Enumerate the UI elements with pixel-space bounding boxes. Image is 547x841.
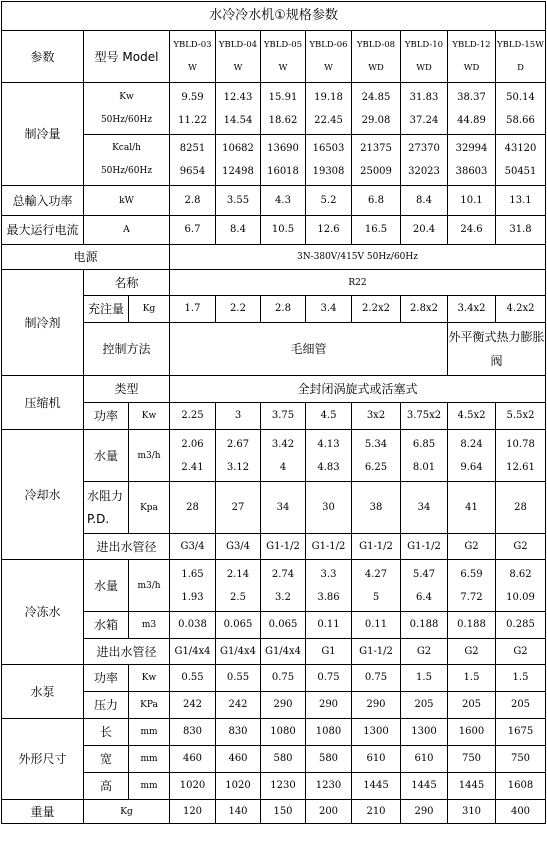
power-input-value: 2.8 xyxy=(170,186,216,216)
power-supply-label: 电源 xyxy=(2,245,170,270)
table-row xyxy=(2,245,546,270)
cooling-kcal-value: 27370 32023 xyxy=(401,135,448,186)
dimensions-height-unit: mm xyxy=(129,773,170,800)
dimensions-width-value: 610 xyxy=(401,746,448,773)
table-row xyxy=(2,376,546,403)
dimensions-length-label: 长 xyxy=(84,719,129,746)
refrigerant-charge-value: 4.2x2 xyxy=(496,296,546,323)
model-name: YBLD-03 W xyxy=(170,31,216,83)
dimensions-width-value: 580 xyxy=(306,746,352,773)
cooling-kcal-value: 10682 12498 xyxy=(216,135,261,186)
table-row xyxy=(2,186,546,216)
cooling-water-resistance-value: 27 xyxy=(216,482,261,534)
pump-power-value: 1.5 xyxy=(496,665,546,692)
cooling-water-resistance-value: 28 xyxy=(496,482,546,534)
table-row xyxy=(2,665,546,692)
weight-unit: Kg xyxy=(84,800,170,824)
cooling-kcal-value: 8251 9654 xyxy=(170,135,216,186)
max-current-unit: A xyxy=(84,216,170,245)
cooling-water-resistance-value: 38 xyxy=(352,482,401,534)
cooling-water-resistance-value: 41 xyxy=(448,482,496,534)
param-header: 参数 xyxy=(2,31,84,83)
pump-power-label: 功率 xyxy=(84,665,129,692)
compressor-type-label: 类型 xyxy=(84,376,170,403)
cooling-kcal-value: 13690 16018 xyxy=(261,135,306,186)
model-name: YBLD-08 WD xyxy=(352,31,401,83)
table-row xyxy=(2,323,546,376)
chilled-water-tank-value: 0.038 xyxy=(170,612,216,639)
model-name: YBLD-06 W xyxy=(306,31,352,83)
chilled-water-label: 冷冻水 xyxy=(2,560,84,665)
spec-table xyxy=(1,1,546,824)
model-name: YBLD-10 WD xyxy=(401,31,448,83)
model-name: YBLD-12 WD xyxy=(448,31,496,83)
compressor-power-unit: Kw xyxy=(129,403,170,430)
refrigerant-charge-value: 3.4x2 xyxy=(448,296,496,323)
max-current-value: 31.8 xyxy=(496,216,546,245)
power-input-value: 10.1 xyxy=(448,186,496,216)
cooling-water-flow-label: 水量 xyxy=(84,430,129,482)
dimensions-width-value: 610 xyxy=(352,746,401,773)
power-input-value: 13.1 xyxy=(496,186,546,216)
cooling-water-pipe-value: G1-1/2 xyxy=(401,534,448,560)
table-row xyxy=(2,296,546,323)
table-title: 水冷冷水机①规格参数 xyxy=(2,2,546,31)
refrigerant-charge-value: 1.7 xyxy=(170,296,216,323)
chilled-water-pipe-value: G1 xyxy=(306,639,352,665)
model-header: 型号 Model xyxy=(84,31,170,83)
weight-value: 310 xyxy=(448,800,496,824)
pump-pressure-label: 压力 xyxy=(84,692,129,719)
cooling-kw-value: 38.37 44.89 xyxy=(448,83,496,135)
compressor-power-label: 功率 xyxy=(84,403,129,430)
max-current-label: 最大运行电流 xyxy=(2,216,84,245)
compressor-power-value: 3 xyxy=(216,403,261,430)
chilled-water-tank-value: 0.11 xyxy=(352,612,401,639)
cooling-water-pipe-value: G1-1/2 xyxy=(352,534,401,560)
max-current-value: 12.6 xyxy=(306,216,352,245)
cooling-water-label: 冷却水 xyxy=(2,430,84,560)
dimensions-height-value: 1445 xyxy=(352,773,401,800)
table-row xyxy=(2,692,546,719)
dimensions-width-value: 460 xyxy=(216,746,261,773)
table-row xyxy=(2,746,546,773)
cooling-water-flow-value: 3.42 4 xyxy=(261,430,306,482)
chilled-water-pipe-value: G2 xyxy=(401,639,448,665)
cooling-kw-value: 50.14 58.66 xyxy=(496,83,546,135)
chilled-water-tank-value: 0.188 xyxy=(448,612,496,639)
table-row xyxy=(2,135,546,186)
chilled-water-flow-label: 水量 xyxy=(84,560,129,612)
dimensions-width-value: 580 xyxy=(261,746,306,773)
chilled-water-pipe-value: G2 xyxy=(448,639,496,665)
dimensions-height-value: 1445 xyxy=(401,773,448,800)
chilled-water-pipe-value: G2 xyxy=(496,639,546,665)
cooling-water-flow-value: 4.13 4.83 xyxy=(306,430,352,482)
dimensions-length-value: 830 xyxy=(170,719,216,746)
cooling-water-pipe-label: 进出水管径 xyxy=(84,534,170,560)
table-row xyxy=(2,2,546,31)
cooling-water-pipe-value: G3/4 xyxy=(216,534,261,560)
power-input-value: 8.4 xyxy=(401,186,448,216)
refrigerant-name-label: 名称 xyxy=(84,270,170,296)
table-row xyxy=(2,216,546,245)
chilled-water-flow-value: 3.3 3.86 xyxy=(306,560,352,612)
compressor-power-value: 4.5 xyxy=(306,403,352,430)
pump-pressure-value: 242 xyxy=(170,692,216,719)
cooling-water-pipe-value: G1-1/2 xyxy=(306,534,352,560)
chilled-water-flow-value: 4.27 5 xyxy=(352,560,401,612)
weight-value: 150 xyxy=(261,800,306,824)
weight-value: 400 xyxy=(496,800,546,824)
dimensions-height-label: 高 xyxy=(84,773,129,800)
table-row xyxy=(2,403,546,430)
dimensions-height-value: 1608 xyxy=(496,773,546,800)
dimensions-height-value: 1020 xyxy=(170,773,216,800)
cooling-water-flow-value: 10.78 12.61 xyxy=(496,430,546,482)
table-row xyxy=(2,612,546,639)
dimensions-width-value: 750 xyxy=(496,746,546,773)
power-input-value: 3.55 xyxy=(216,186,261,216)
dimensions-height-value: 1445 xyxy=(448,773,496,800)
cooling-kw-value: 19.18 22.45 xyxy=(306,83,352,135)
dimensions-height-value: 1020 xyxy=(216,773,261,800)
compressor-power-value: 5.5x2 xyxy=(496,403,546,430)
chilled-water-pipe-value: G1-1/2 xyxy=(352,639,401,665)
pump-power-value: 0.75 xyxy=(352,665,401,692)
chilled-water-pipe-label: 进出水管径 xyxy=(84,639,170,665)
refrigerant-charge-label: 充注量 xyxy=(84,296,129,323)
table-row xyxy=(2,800,546,824)
pump-pressure-value: 205 xyxy=(401,692,448,719)
cooling-kcal-value: 43120 50451 xyxy=(496,135,546,186)
dimensions-width-unit: mm xyxy=(129,746,170,773)
refrigerant-name-value: R22 xyxy=(170,270,546,296)
table-row xyxy=(2,773,546,800)
dimensions-length-value: 1080 xyxy=(261,719,306,746)
table-row xyxy=(2,534,546,560)
dimensions-length-value: 1675 xyxy=(496,719,546,746)
spec-table-body xyxy=(2,2,546,824)
chilled-water-tank-value: 0.065 xyxy=(216,612,261,639)
table-row xyxy=(2,270,546,296)
cooling-kcal-value: 16503 19308 xyxy=(306,135,352,186)
dimensions-width-label: 宽 xyxy=(84,746,129,773)
dimensions-length-value: 1300 xyxy=(401,719,448,746)
pump-power-value: 0.75 xyxy=(306,665,352,692)
compressor-power-value: 3x2 xyxy=(352,403,401,430)
cooling-water-pipe-value: G2 xyxy=(496,534,546,560)
dimensions-length-value: 1600 xyxy=(448,719,496,746)
power-input-value: 6.8 xyxy=(352,186,401,216)
power-input-unit: kW xyxy=(84,186,170,216)
cooling-label: 制冷量 xyxy=(2,83,84,186)
compressor-power-value: 4.5x2 xyxy=(448,403,496,430)
power-supply-value: 3N-380V/415V 50Hz/60Hz xyxy=(170,245,546,270)
pump-pressure-unit: KPa xyxy=(129,692,170,719)
chilled-water-flow-value: 8.62 10.09 xyxy=(496,560,546,612)
refrigerant-charge-value: 3.4 xyxy=(306,296,352,323)
max-current-value: 10.5 xyxy=(261,216,306,245)
table-row xyxy=(2,430,546,482)
chilled-water-flow-value: 2.74 3.2 xyxy=(261,560,306,612)
compressor-power-value: 3.75 xyxy=(261,403,306,430)
model-name: YBLD-04 W xyxy=(216,31,261,83)
pump-pressure-value: 205 xyxy=(448,692,496,719)
weight-value: 290 xyxy=(401,800,448,824)
cooling-water-resistance-unit: Kpa xyxy=(129,482,170,534)
max-current-value: 8.4 xyxy=(216,216,261,245)
refrigerant-control-valve: 外平衡式热力膨胀 阀 xyxy=(448,323,546,376)
pump-power-unit: Kw xyxy=(129,665,170,692)
cooling-water-pipe-value: G1-1/2 xyxy=(261,534,306,560)
cooling-water-flow-value: 5.34 6.25 xyxy=(352,430,401,482)
chilled-water-flow-value: 5.47 6.4 xyxy=(401,560,448,612)
chilled-water-tank-value: 0.285 xyxy=(496,612,546,639)
refrigerant-control-label: 控制方法 xyxy=(84,323,170,376)
chilled-water-pipe-value: G1/4x4 xyxy=(170,639,216,665)
cooling-water-pipe-value: G2 xyxy=(448,534,496,560)
weight-value: 140 xyxy=(216,800,261,824)
cooling-water-flow-value: 2.67 3.12 xyxy=(216,430,261,482)
max-current-value: 6.7 xyxy=(170,216,216,245)
table-row xyxy=(2,31,546,83)
refrigerant-charge-unit: Kg xyxy=(129,296,170,323)
dimensions-length-value: 1080 xyxy=(306,719,352,746)
cooling-water-resistance-value: 34 xyxy=(401,482,448,534)
pump-pressure-value: 205 xyxy=(496,692,546,719)
pump-label: 水泵 xyxy=(2,665,84,719)
cooling-kw-value: 24.85 29.08 xyxy=(352,83,401,135)
cooling-kw-value: 31.83 37.24 xyxy=(401,83,448,135)
chilled-water-pipe-value: G1/4x4 xyxy=(261,639,306,665)
pump-power-value: 0.55 xyxy=(216,665,261,692)
pump-power-value: 1.5 xyxy=(401,665,448,692)
dimensions-length-value: 830 xyxy=(216,719,261,746)
cooling-water-flow-value: 8.24 9.64 xyxy=(448,430,496,482)
pump-pressure-value: 290 xyxy=(306,692,352,719)
pump-power-value: 0.75 xyxy=(261,665,306,692)
model-name: YBLD-05 W xyxy=(261,31,306,83)
pump-pressure-value: 290 xyxy=(352,692,401,719)
cooling-water-resistance-value: 30 xyxy=(306,482,352,534)
chilled-water-flow-unit: m3/h xyxy=(129,560,170,612)
weight-value: 210 xyxy=(352,800,401,824)
cooling-kcal-value: 21375 25009 xyxy=(352,135,401,186)
model-name: YBLD-15W D xyxy=(496,31,546,83)
dimensions-length-unit: mm xyxy=(129,719,170,746)
pump-pressure-value: 242 xyxy=(216,692,261,719)
chilled-water-flow-value: 6.59 7.72 xyxy=(448,560,496,612)
refrigerant-charge-value: 2.8x2 xyxy=(401,296,448,323)
cooling-water-pipe-value: G3/4 xyxy=(170,534,216,560)
chilled-water-flow-value: 1.65 1.93 xyxy=(170,560,216,612)
refrigerant-control-capillary: 毛细管 xyxy=(170,323,448,376)
dimensions-label: 外形尺寸 xyxy=(2,719,84,800)
chilled-water-pipe-value: G1/4x4 xyxy=(216,639,261,665)
dimensions-length-value: 1300 xyxy=(352,719,401,746)
compressor-power-value: 2.25 xyxy=(170,403,216,430)
refrigerant-charge-value: 2.2 xyxy=(216,296,261,323)
refrigerant-charge-value: 2.2x2 xyxy=(352,296,401,323)
table-row xyxy=(2,639,546,665)
chilled-water-tank-unit: m3 xyxy=(129,612,170,639)
cooling-kcal-value: 32994 38603 xyxy=(448,135,496,186)
refrigerant-label: 制冷剂 xyxy=(2,270,84,376)
table-row xyxy=(2,719,546,746)
power-input-value: 5.2 xyxy=(306,186,352,216)
table-row xyxy=(2,482,546,534)
max-current-value: 24.6 xyxy=(448,216,496,245)
cooling-water-flow-value: 6.85 8.01 xyxy=(401,430,448,482)
compressor-power-value: 3.75x2 xyxy=(401,403,448,430)
cooling-water-resistance-value: 28 xyxy=(170,482,216,534)
pump-pressure-value: 290 xyxy=(261,692,306,719)
pump-power-value: 0.55 xyxy=(170,665,216,692)
dimensions-width-value: 750 xyxy=(448,746,496,773)
cooling-kw-value: 15.91 18.62 xyxy=(261,83,306,135)
pump-power-value: 1.5 xyxy=(448,665,496,692)
weight-value: 200 xyxy=(306,800,352,824)
compressor-label: 压缩机 xyxy=(2,376,84,430)
dimensions-height-value: 1230 xyxy=(261,773,306,800)
cooling-kcal-unit: Kcal/h 50Hz/60Hz xyxy=(84,135,170,186)
refrigerant-charge-value: 2.8 xyxy=(261,296,306,323)
cooling-water-resistance-value: 34 xyxy=(261,482,306,534)
dimensions-height-value: 1230 xyxy=(306,773,352,800)
chilled-water-tank-label: 水箱 xyxy=(84,612,129,639)
cooling-water-flow-value: 2.06 2.41 xyxy=(170,430,216,482)
chilled-water-flow-value: 2.14 2.5 xyxy=(216,560,261,612)
chilled-water-tank-value: 0.065 xyxy=(261,612,306,639)
table-row xyxy=(2,560,546,612)
weight-value: 120 xyxy=(170,800,216,824)
cooling-kw-unit: Kw 50Hz/60Hz xyxy=(84,83,170,135)
max-current-value: 20.4 xyxy=(401,216,448,245)
chilled-water-tank-value: 0.11 xyxy=(306,612,352,639)
power-input-label: 总輸入功率 xyxy=(2,186,84,216)
compressor-type-value: 全封闭涡旋式或活塞式 xyxy=(170,376,546,403)
cooling-kw-value: 9.59 11.22 xyxy=(170,83,216,135)
cooling-water-flow-unit: m3/h xyxy=(129,430,170,482)
max-current-value: 16.5 xyxy=(352,216,401,245)
cooling-water-resistance-label: 水阻力 P.D. xyxy=(84,482,129,534)
chilled-water-tank-value: 0.188 xyxy=(401,612,448,639)
table-row xyxy=(2,83,546,135)
power-input-value: 4.3 xyxy=(261,186,306,216)
cooling-kw-value: 12.43 14.54 xyxy=(216,83,261,135)
dimensions-width-value: 460 xyxy=(170,746,216,773)
weight-label: 重量 xyxy=(2,800,84,824)
